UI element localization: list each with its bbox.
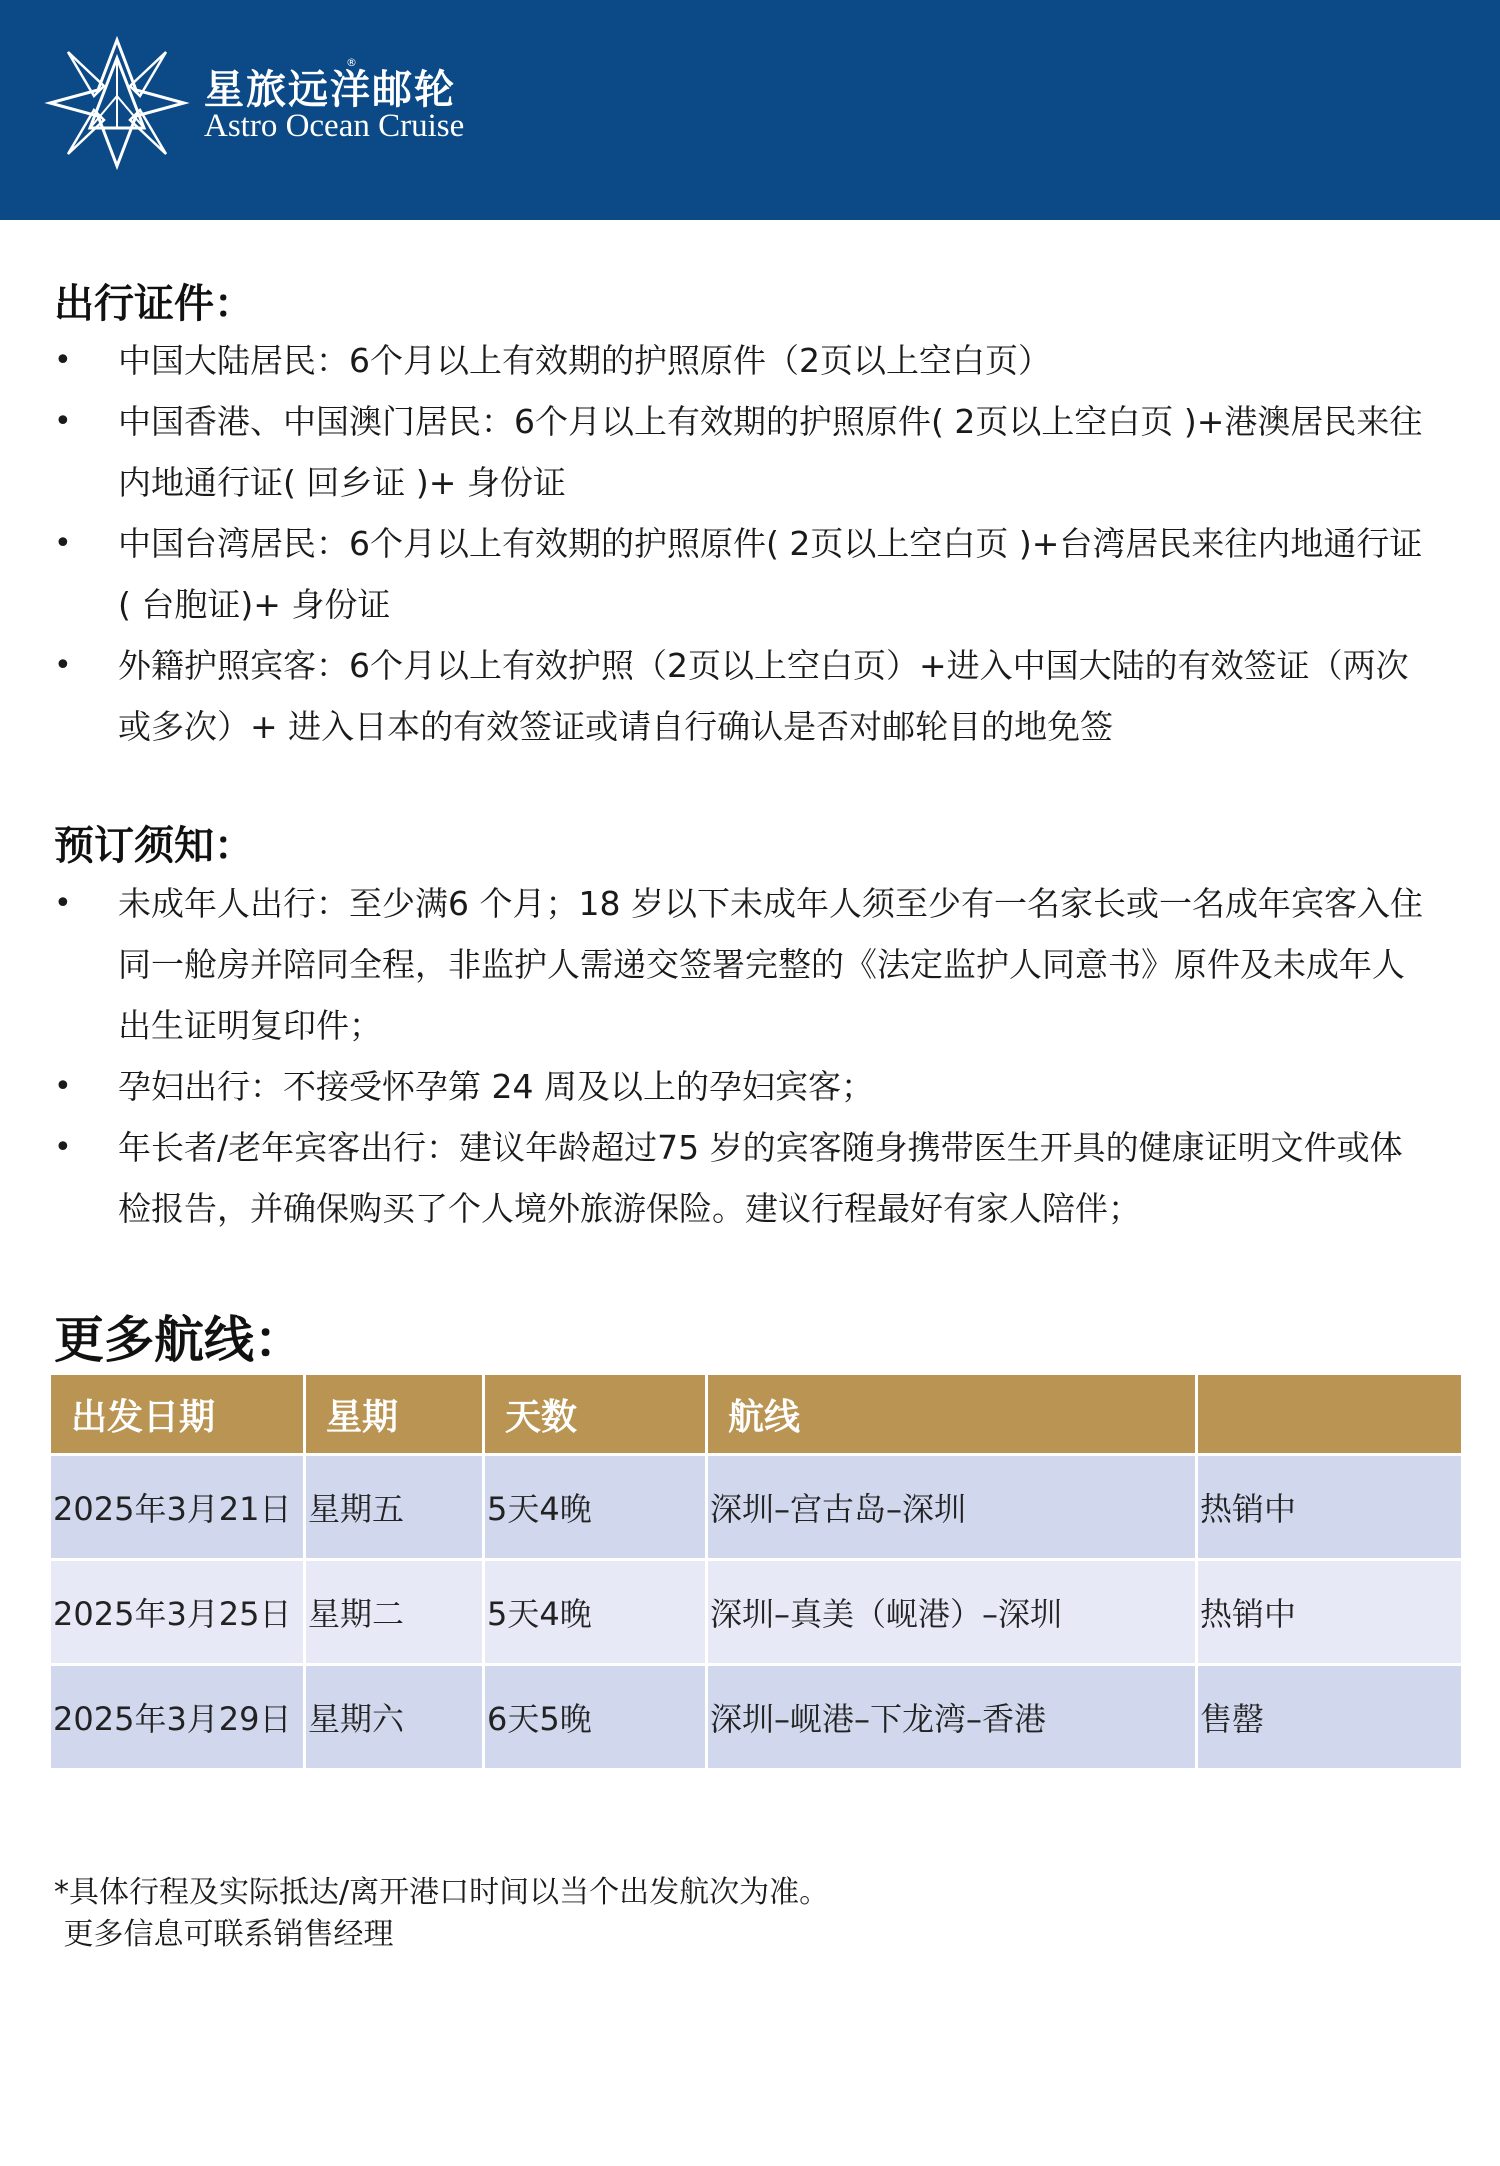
list-item-text: 中国香港、中国澳门居民：6个月以上有效期的护照原件( 2页以上空白页 )+港澳居民来往内地通行证( 回乡证 )+ 身份证 [118,402,1423,502]
column-header-weekday: 星期 [306,1375,482,1453]
list-item [0,330,1500,391]
table-row [51,1666,1461,1768]
table-row [51,1561,1461,1663]
list-item [0,513,1500,635]
documents-title: 出行证件： [54,281,254,327]
list-item [0,873,1500,1056]
column-header-route: 航线 [708,1375,1195,1453]
bullet-icon: • [54,648,72,683]
header-banner [0,0,1500,220]
cell-status: 热销中 [1198,1456,1461,1558]
booking-title: 预订须知： [54,823,254,869]
cell-duration: 5天4晚 [485,1561,705,1663]
bullet-icon: • [54,526,72,561]
cell-date: 2025年3月21日 [51,1456,303,1558]
brand-name-en: Astro Ocean Cruise [204,108,465,144]
star-compass-icon [44,36,190,170]
list-item-text: 未成年人出行：至少满6 个月；18 岁以下未成年人须至少有一名家长或一名成年宾客入住同一舱房并陪同全程，非监护人需递交签署完整的《法定监护人同意书》原件及未成年人出生证明复印件； [118,884,1423,1045]
column-header-status [1198,1375,1461,1453]
cell-route: 深圳–真美（岘港）–深圳 [708,1561,1195,1663]
column-header-duration: 天数 [485,1375,705,1453]
bullet-icon: • [54,1130,72,1165]
cell-weekday: 星期二 [306,1561,482,1663]
list-item-text: 年长者/老年宾客出行：建议年龄超过75 岁的宾客随身携带医生开具的健康证明文件或体检报告，并确保购买了个人境外旅游保险。建议行程最好有家人陪伴； [118,1128,1403,1228]
list-item [0,1056,1500,1117]
list-item-text: 外籍护照宾客：6个月以上有效护照（2页以上空白页）+进入中国大陆的有效签证（两次或多次）+ 进入日本的有效签证或请自行确认是否对邮轮目的地免签 [118,646,1409,746]
cell-date: 2025年3月25日 [51,1561,303,1663]
bullet-icon: • [54,886,72,921]
routes-table [48,1372,1464,1771]
table-row [51,1456,1461,1558]
list-item [0,635,1500,757]
cell-status: 热销中 [1198,1561,1461,1663]
booking-list [0,873,1500,1239]
table-header-row [51,1375,1461,1453]
list-item [0,391,1500,513]
cell-duration: 6天5晚 [485,1666,705,1768]
cell-weekday: 星期五 [306,1456,482,1558]
documents-list [0,330,1500,757]
brand-name-cn: 星旅远洋邮轮 [204,66,456,113]
list-item [0,1117,1500,1239]
list-item-text: 孕妇出行：不接受怀孕第 24 周及以上的孕妇宾客； [118,1067,874,1106]
cell-weekday: 星期六 [306,1666,482,1768]
registered-mark: ® [346,56,357,69]
footer-notes [54,1872,829,1956]
cell-date: 2025年3月29日 [51,1666,303,1768]
list-item-text: 中国大陆居民：6个月以上有效期的护照原件（2页以上空白页） [118,341,1051,380]
cell-status: 售罄 [1198,1666,1461,1768]
bullet-icon: • [54,343,72,378]
list-item-text: 中国台湾居民：6个月以上有效期的护照原件( 2页以上空白页 )+台湾居民来往内地通行证( 台胞证)+ 身份证 [118,524,1423,624]
cell-route: 深圳–岘港–下龙湾–香港 [708,1666,1195,1768]
footer-note-contact: 更多信息可联系销售经理 [54,1917,394,1952]
footer-note-itinerary: *具体行程及实际抵达/离开港口时间以当个出发航次为准。 [54,1875,830,1910]
column-header-date: 出发日期 [51,1375,303,1453]
bullet-icon: • [54,404,72,439]
cell-route: 深圳–宫古岛–深圳 [708,1456,1195,1558]
cell-duration: 5天4晚 [485,1456,705,1558]
routes-title: 更多航线： [54,1311,304,1369]
bullet-icon: • [54,1069,72,1104]
